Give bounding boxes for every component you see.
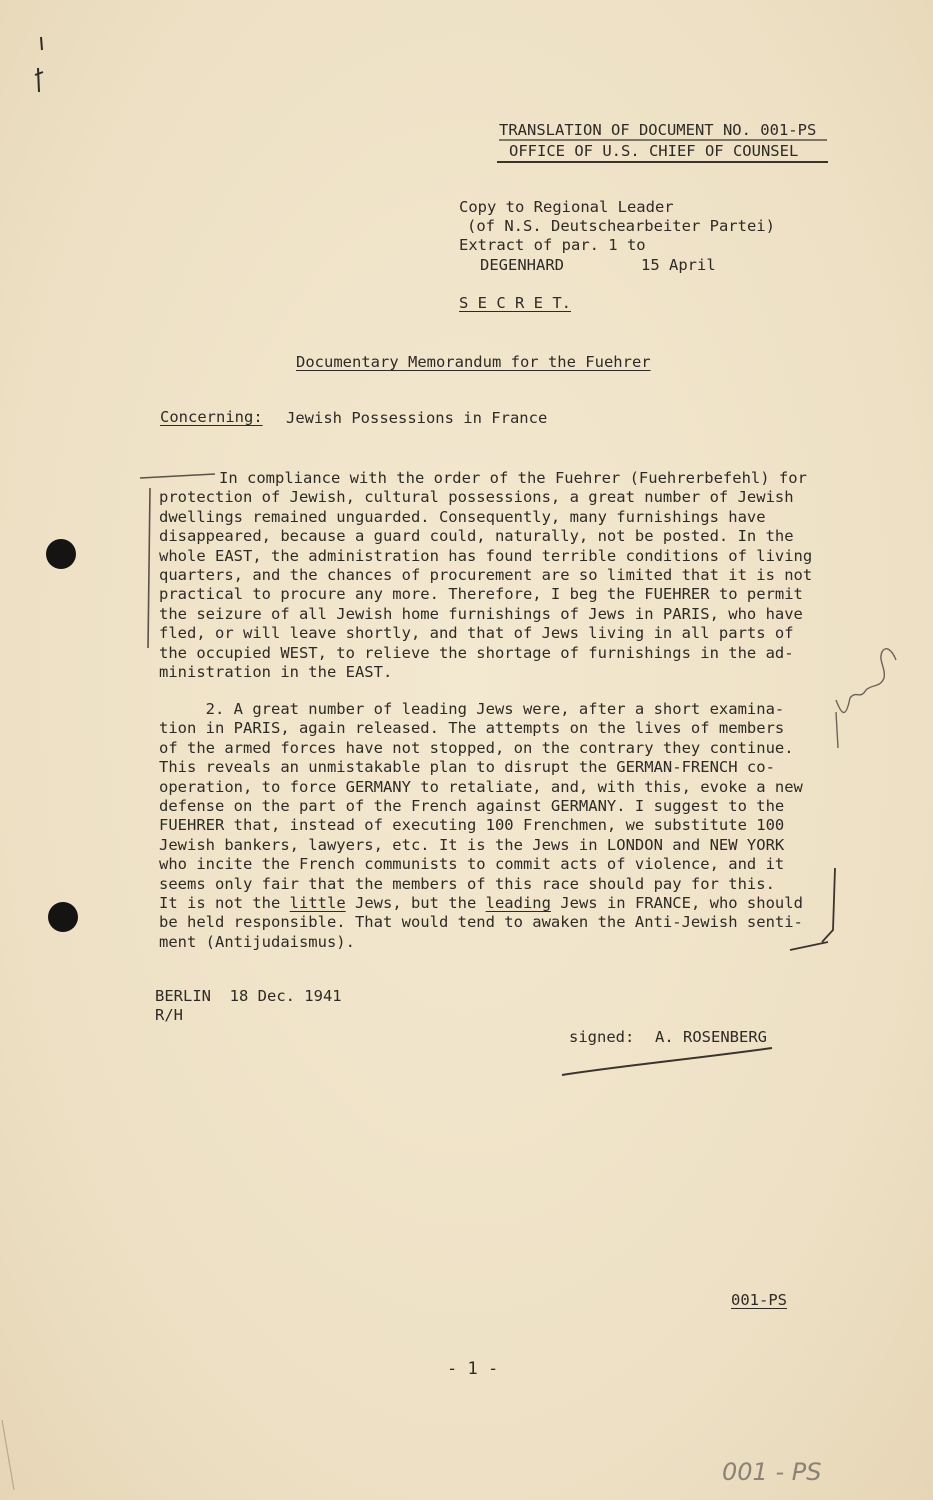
paragraph-line: Jewish bankers, lawyers, etc. It is the Jews in LONDON and NEW YORK: [159, 835, 785, 854]
page-crease: [2, 1420, 14, 1490]
paragraph-line: fled, or will leave shortly, and that of Jews living in all parts of: [159, 624, 794, 643]
header-translation-line: TRANSLATION OF DOCUMENT NO. 001-PS: [499, 121, 817, 139]
signature-stroke: [562, 1048, 772, 1075]
paragraph-line: practical to procure any more. Therefore, I beg the FUEHRER to permit: [159, 585, 803, 604]
margin-scribble: [836, 649, 896, 748]
classification-stamp: S E C R E T.: [459, 294, 571, 312]
underlined-word-little: little: [289, 894, 346, 913]
paragraph-line: of the armed forces have not stopped, on the contrary they continue.: [159, 738, 794, 757]
paragraph-line: disappeared, because a guard could, naturally, not be posted. In the: [159, 527, 794, 546]
text-run: It is not the: [159, 894, 290, 913]
paragraph-line: ment (Antijudaismus).: [159, 932, 355, 951]
paragraph-line: who incite the French communists to commit acts of violence, and it: [159, 855, 785, 874]
paragraph-line: This reveals an unmistakable plan to disrupt the GERMAN-FRENCH co-: [159, 758, 775, 777]
margin-bracket-1: [140, 474, 215, 648]
recipient-date: 15 April: [641, 256, 716, 274]
paragraph-line: ministration in the EAST.: [159, 663, 393, 682]
paragraph-line: defense on the part of the French against GERMANY. I suggest to the: [159, 797, 785, 816]
paragraph-line: the occupied WEST, to relieve the shortage of furnishings in the ad-: [159, 643, 794, 662]
paragraph-line: protection of Jewish, cultural possessions, a great number of Jewish: [159, 488, 794, 507]
extract-line: Extract of par. 1 to: [459, 236, 646, 254]
paragraph-line: operation, to force GERMANY to retaliate, and, with this, evoke a new: [159, 777, 803, 796]
copy-to-line: Copy to Regional Leader: [459, 198, 674, 216]
concerning-label: Concerning:: [160, 408, 263, 426]
paragraph-line: quarters, and the chances of procurement are so limited that it is not: [159, 566, 813, 585]
paragraph-line: seems only fair that the members of this race should pay for this.: [159, 874, 775, 893]
paragraph-line: 2. A great number of leading Jews were, after a short examina-: [159, 700, 785, 718]
document-reference: 001-PS: [731, 1291, 787, 1309]
signature-name: A. ROSENBERG: [655, 1028, 767, 1046]
signature-label: signed:: [569, 1028, 635, 1046]
paragraph-line: dwellings remained unguarded. Consequently, many furnishings have: [159, 507, 766, 526]
paragraph-line: In compliance with the order of the Fuehrer (Fuehrerbefehl) for: [219, 469, 807, 487]
typist-initials: R/H: [155, 1006, 183, 1024]
party-line: (of N.S. Deutschearbeiter Partei): [467, 217, 775, 235]
text-run: Jews, but the: [345, 894, 486, 913]
header-office-line: OFFICE OF U.S. CHIEF OF COUNSEL: [509, 142, 799, 160]
paragraph-line: whole EAST, the administration has found terrible conditions of living: [159, 546, 813, 565]
margin-tick: [35, 37, 43, 92]
underlined-word-leading: leading: [485, 894, 551, 913]
place-date: BERLIN 18 Dec. 1941: [155, 987, 342, 1005]
paragraph-line: FUEHRER that, instead of executing 100 Frenchmen, we substitute 100: [159, 816, 785, 835]
concerning-subject: Jewish Possessions in France: [286, 409, 548, 427]
paragraph-line: be held responsible. That would tend to awaken the Anti-Jewish senti-: [159, 913, 803, 932]
paragraph-line: the seizure of all Jewish home furnishings of Jews in PARIS, who have: [159, 604, 803, 623]
paragraph-line: tion in PARIS, again released. The attempts on the lives of members: [159, 719, 785, 738]
margin-bracket-2: [790, 868, 835, 950]
text-run: Jews in FRANCE, who should: [550, 894, 803, 913]
page-number: - 1 -: [447, 1359, 499, 1379]
memorandum-title: Documentary Memorandum for the Fuehrer: [296, 353, 651, 371]
handwritten-reference: 001 - PS: [722, 1458, 822, 1486]
recipient-name: DEGENHARD: [480, 256, 564, 274]
